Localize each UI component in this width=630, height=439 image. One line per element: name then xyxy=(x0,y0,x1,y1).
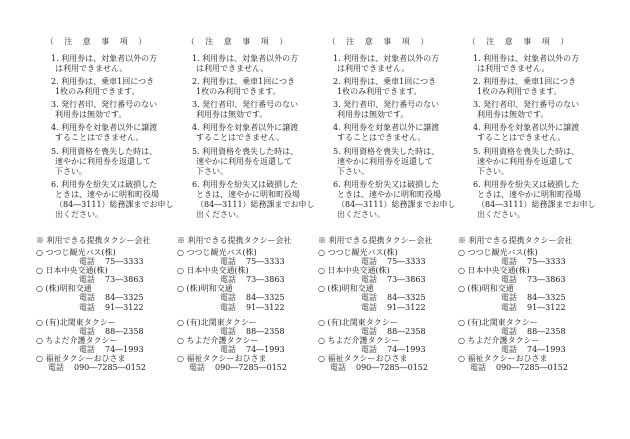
company-name: ○ つつじ観光バス(株) xyxy=(177,248,257,257)
note-line: 下さい。 xyxy=(477,167,509,176)
note-line: は利用できません。 xyxy=(196,64,269,73)
coupon-card xyxy=(318,38,466,438)
note-line: 1枚のみ利用できます。 xyxy=(55,87,140,96)
note-line: ときは、速やかに明和町役場 xyxy=(477,190,581,199)
note-line: （84―3111）総務課までお申し xyxy=(196,200,315,209)
coupon-card xyxy=(458,38,606,438)
note-line: （84―3111）総務課までお申し xyxy=(337,200,456,209)
phone-number: 84―3325 xyxy=(387,293,426,302)
note-line: 6. 利用券を紛失又は破損した xyxy=(333,180,440,189)
note-line: （84―3111）総務課までお申し xyxy=(477,200,596,209)
phone-number: 75―3333 xyxy=(105,257,144,266)
phone-label: 電話 xyxy=(79,257,95,266)
note-line: 4. 利用券を対象者以外に譲渡 xyxy=(51,123,158,132)
company-name: ○ (株)明和交通 xyxy=(458,284,514,293)
note-line: 2. 利用券は、乗車1回につき xyxy=(333,77,437,86)
phone-label: 電話 xyxy=(220,275,236,284)
note-line: 1枚のみ利用できます。 xyxy=(196,87,281,96)
phone-label: 電話 xyxy=(501,327,517,336)
company-name: ○ 福祉タクシーおひさま xyxy=(36,354,126,363)
note-line: 利用券は無効です。 xyxy=(55,110,127,119)
note-line: は利用できません。 xyxy=(337,64,410,73)
note-line: 5. 利用資格を喪失した時は、 xyxy=(473,147,580,156)
phone-number: 84―3325 xyxy=(527,293,566,302)
notes-heading: （ 注 意 事 項 ） xyxy=(45,37,151,46)
phone-entry xyxy=(189,364,287,372)
phone-label: 電話 xyxy=(330,363,346,372)
note-line: 1. 利用券は、対象者以外の方 xyxy=(51,54,158,63)
note-line: 3. 発行者印、発行番号のない xyxy=(192,100,299,109)
phone-entry xyxy=(361,276,426,284)
phone-label: 電話 xyxy=(361,293,377,302)
phone-entry xyxy=(501,276,566,284)
company-name: ○ (株)明和交通 xyxy=(177,284,233,293)
company-name: ○ (有)北関東タクシー xyxy=(458,318,538,327)
company-name: ○ つつじ観光バス(株) xyxy=(458,248,538,257)
note-line: 出ください。 xyxy=(55,210,103,219)
phone-entry xyxy=(79,346,144,354)
company-name: ○ ちよだ介護タクシー xyxy=(36,336,118,345)
phone-label: 電話 xyxy=(220,303,236,312)
company-name: ○ 福祉タクシーおひさま xyxy=(177,354,267,363)
phone-label: 電話 xyxy=(220,257,236,266)
company-name: ○ 日本中央交通(株) xyxy=(36,266,108,275)
company-name: ○ 日本中央交通(株) xyxy=(177,266,249,275)
phone-number: 74―1993 xyxy=(105,345,144,354)
phone-number: 73―3863 xyxy=(105,275,144,284)
phone-entry xyxy=(79,304,144,312)
phone-number: 73―3863 xyxy=(246,275,285,284)
note-line: 速やかに利用券を返還して xyxy=(55,157,151,166)
phone-number: 84―3325 xyxy=(105,293,144,302)
phone-number: 91―3122 xyxy=(246,303,285,312)
phone-label: 電話 xyxy=(361,303,377,312)
phone-entry xyxy=(501,346,566,354)
note-line: 5. 利用資格を喪失した時は、 xyxy=(51,147,158,156)
phone-label: 電話 xyxy=(361,345,377,354)
note-line: 6. 利用券を紛失又は破損した xyxy=(51,180,158,189)
phone-number: 73―3863 xyxy=(527,275,566,284)
phone-label: 電話 xyxy=(189,363,205,372)
phone-entry xyxy=(220,276,285,284)
note-line: 2. 利用券は、乗車1回につき xyxy=(473,77,577,86)
phone-entry xyxy=(220,346,285,354)
note-line: 1. 利用券は、対象者以外の方 xyxy=(473,54,580,63)
companies-title: ※ 利用できる提携タクシー会社 xyxy=(36,236,151,245)
phone-entry xyxy=(501,294,566,302)
phone-label: 電話 xyxy=(501,345,517,354)
phone-number: 74―1993 xyxy=(527,345,566,354)
company-name: ○ 福祉タクシーおひさま xyxy=(458,354,548,363)
phone-entry xyxy=(79,258,144,266)
note-line: ときは、速やかに明和町役場 xyxy=(196,190,300,199)
phone-number: 090―7285―0152 xyxy=(215,363,287,372)
phone-label: 電話 xyxy=(79,293,95,302)
phone-number: 75―3333 xyxy=(387,257,426,266)
phone-entry xyxy=(501,328,566,336)
note-line: 1枚のみ利用できます。 xyxy=(477,87,562,96)
companies-title: ※ 利用できる提携タクシー会社 xyxy=(458,236,573,245)
note-line: 利用券は無効です。 xyxy=(477,110,549,119)
phone-number: 88―2358 xyxy=(527,327,566,336)
phone-label: 電話 xyxy=(501,293,517,302)
note-line: 速やかに利用券を返還して xyxy=(337,157,433,166)
company-name: ○ つつじ観光バス(株) xyxy=(36,248,116,257)
note-line: 4. 利用券を対象者以外に譲渡 xyxy=(473,123,580,132)
note-line: 6. 利用券を紛失又は破損した xyxy=(473,180,580,189)
company-name: ○ ちよだ介護タクシー xyxy=(458,336,540,345)
phone-number: 73―3863 xyxy=(387,275,426,284)
company-name: ○ (有)北関東タクシー xyxy=(36,318,116,327)
phone-number: 88―2358 xyxy=(105,327,144,336)
note-line: することはできません。 xyxy=(196,133,285,142)
phone-entry xyxy=(220,294,285,302)
company-name: ○ (有)北関東タクシー xyxy=(177,318,257,327)
note-line: 3. 発行者印、発行番号のない xyxy=(51,100,158,109)
phone-label: 電話 xyxy=(79,275,95,284)
note-line: 5. 利用資格を喪失した時は、 xyxy=(333,147,440,156)
phone-label: 電話 xyxy=(79,303,95,312)
note-line: することはできません。 xyxy=(477,133,566,142)
phone-entry xyxy=(501,304,566,312)
phone-entry xyxy=(361,328,426,336)
phone-label: 電話 xyxy=(501,275,517,284)
phone-number: 88―2358 xyxy=(246,327,285,336)
note-line: することはできません。 xyxy=(55,133,144,142)
note-line: 下さい。 xyxy=(196,167,228,176)
phone-entry xyxy=(361,346,426,354)
phone-label: 電話 xyxy=(501,257,517,266)
notes-heading: （ 注 意 事 項 ） xyxy=(327,37,433,46)
phone-label: 電話 xyxy=(48,363,64,372)
note-line: は利用できません。 xyxy=(477,64,550,73)
note-line: 利用券は無効です。 xyxy=(337,110,409,119)
note-line: 4. 利用券を対象者以外に譲渡 xyxy=(192,123,299,132)
note-line: 5. 利用資格を喪失した時は、 xyxy=(192,147,299,156)
phone-label: 電話 xyxy=(361,275,377,284)
phone-entry xyxy=(48,364,146,372)
phone-label: 電話 xyxy=(361,257,377,266)
company-name: ○ 日本中央交通(株) xyxy=(318,266,390,275)
company-name: ○ つつじ観光バス(株) xyxy=(318,248,398,257)
company-name: ○ (有)北関東タクシー xyxy=(318,318,398,327)
phone-label: 電話 xyxy=(220,345,236,354)
phone-entry xyxy=(79,294,144,302)
phone-number: 88―2358 xyxy=(387,327,426,336)
coupon-card xyxy=(177,38,325,438)
note-line: 出ください。 xyxy=(196,210,244,219)
note-line: 1. 利用券は、対象者以外の方 xyxy=(192,54,299,63)
phone-number: 74―1993 xyxy=(246,345,285,354)
note-line: （84―3111）総務課までお申し xyxy=(55,200,174,209)
note-line: 4. 利用券を対象者以外に譲渡 xyxy=(333,123,440,132)
note-line: 1枚のみ利用できます。 xyxy=(337,87,422,96)
phone-entry xyxy=(501,258,566,266)
phone-entry xyxy=(361,294,426,302)
note-line: することはできません。 xyxy=(337,133,426,142)
note-line: 2. 利用券は、乗車1回につき xyxy=(192,77,296,86)
phone-number: 91―3122 xyxy=(105,303,144,312)
phone-number: 91―3122 xyxy=(387,303,426,312)
phone-label: 電話 xyxy=(79,327,95,336)
note-line: 出ください。 xyxy=(337,210,385,219)
phone-entry xyxy=(361,258,426,266)
phone-number: 090―7285―0152 xyxy=(496,363,568,372)
phone-label: 電話 xyxy=(470,363,486,372)
phone-number: 090―7285―0152 xyxy=(74,363,146,372)
notes-heading: （ 注 意 事 項 ） xyxy=(186,37,292,46)
companies-title: ※ 利用できる提携タクシー会社 xyxy=(318,236,433,245)
phone-number: 75―3333 xyxy=(246,257,285,266)
company-name: ○ 日本中央交通(株) xyxy=(458,266,530,275)
phone-number: 75―3333 xyxy=(527,257,566,266)
company-name: ○ ちよだ介護タクシー xyxy=(318,336,400,345)
note-line: 下さい。 xyxy=(55,167,87,176)
phone-entry xyxy=(330,364,428,372)
note-line: 1. 利用券は、対象者以外の方 xyxy=(333,54,440,63)
phone-label: 電話 xyxy=(501,303,517,312)
phone-entry xyxy=(470,364,568,372)
phone-number: 84―3325 xyxy=(246,293,285,302)
phone-entry xyxy=(361,304,426,312)
phone-label: 電話 xyxy=(361,327,377,336)
phone-number: 74―1993 xyxy=(387,345,426,354)
phone-entry xyxy=(79,328,144,336)
notes-heading: （ 注 意 事 項 ） xyxy=(467,37,573,46)
note-line: 2. 利用券は、乗車1回につき xyxy=(51,77,155,86)
phone-label: 電話 xyxy=(79,345,95,354)
company-name: ○ ちよだ介護タクシー xyxy=(177,336,259,345)
note-line: 3. 発行者印、発行番号のない xyxy=(333,100,440,109)
phone-entry xyxy=(79,276,144,284)
note-line: は利用できません。 xyxy=(55,64,128,73)
coupon-card xyxy=(36,38,184,438)
note-line: ときは、速やかに明和町役場 xyxy=(337,190,441,199)
phone-entry xyxy=(220,258,285,266)
note-line: 3. 発行者印、発行番号のない xyxy=(473,100,580,109)
company-name: ○ (株)明和交通 xyxy=(318,284,374,293)
note-line: ときは、速やかに明和町役場 xyxy=(55,190,159,199)
note-line: 速やかに利用券を返還して xyxy=(196,157,292,166)
companies-title: ※ 利用できる提携タクシー会社 xyxy=(177,236,292,245)
note-line: 利用券は無効です。 xyxy=(196,110,268,119)
phone-entry xyxy=(220,328,285,336)
phone-number: 090―7285―0152 xyxy=(356,363,428,372)
phone-label: 電話 xyxy=(220,327,236,336)
note-line: 出ください。 xyxy=(477,210,525,219)
company-name: ○ 福祉タクシーおひさま xyxy=(318,354,408,363)
company-name: ○ (株)明和交通 xyxy=(36,284,92,293)
note-line: 6. 利用券を紛失又は破損した xyxy=(192,180,299,189)
phone-label: 電話 xyxy=(220,293,236,302)
phone-entry xyxy=(220,304,285,312)
note-line: 下さい。 xyxy=(337,167,369,176)
note-line: 速やかに利用券を返還して xyxy=(477,157,573,166)
phone-number: 91―3122 xyxy=(527,303,566,312)
